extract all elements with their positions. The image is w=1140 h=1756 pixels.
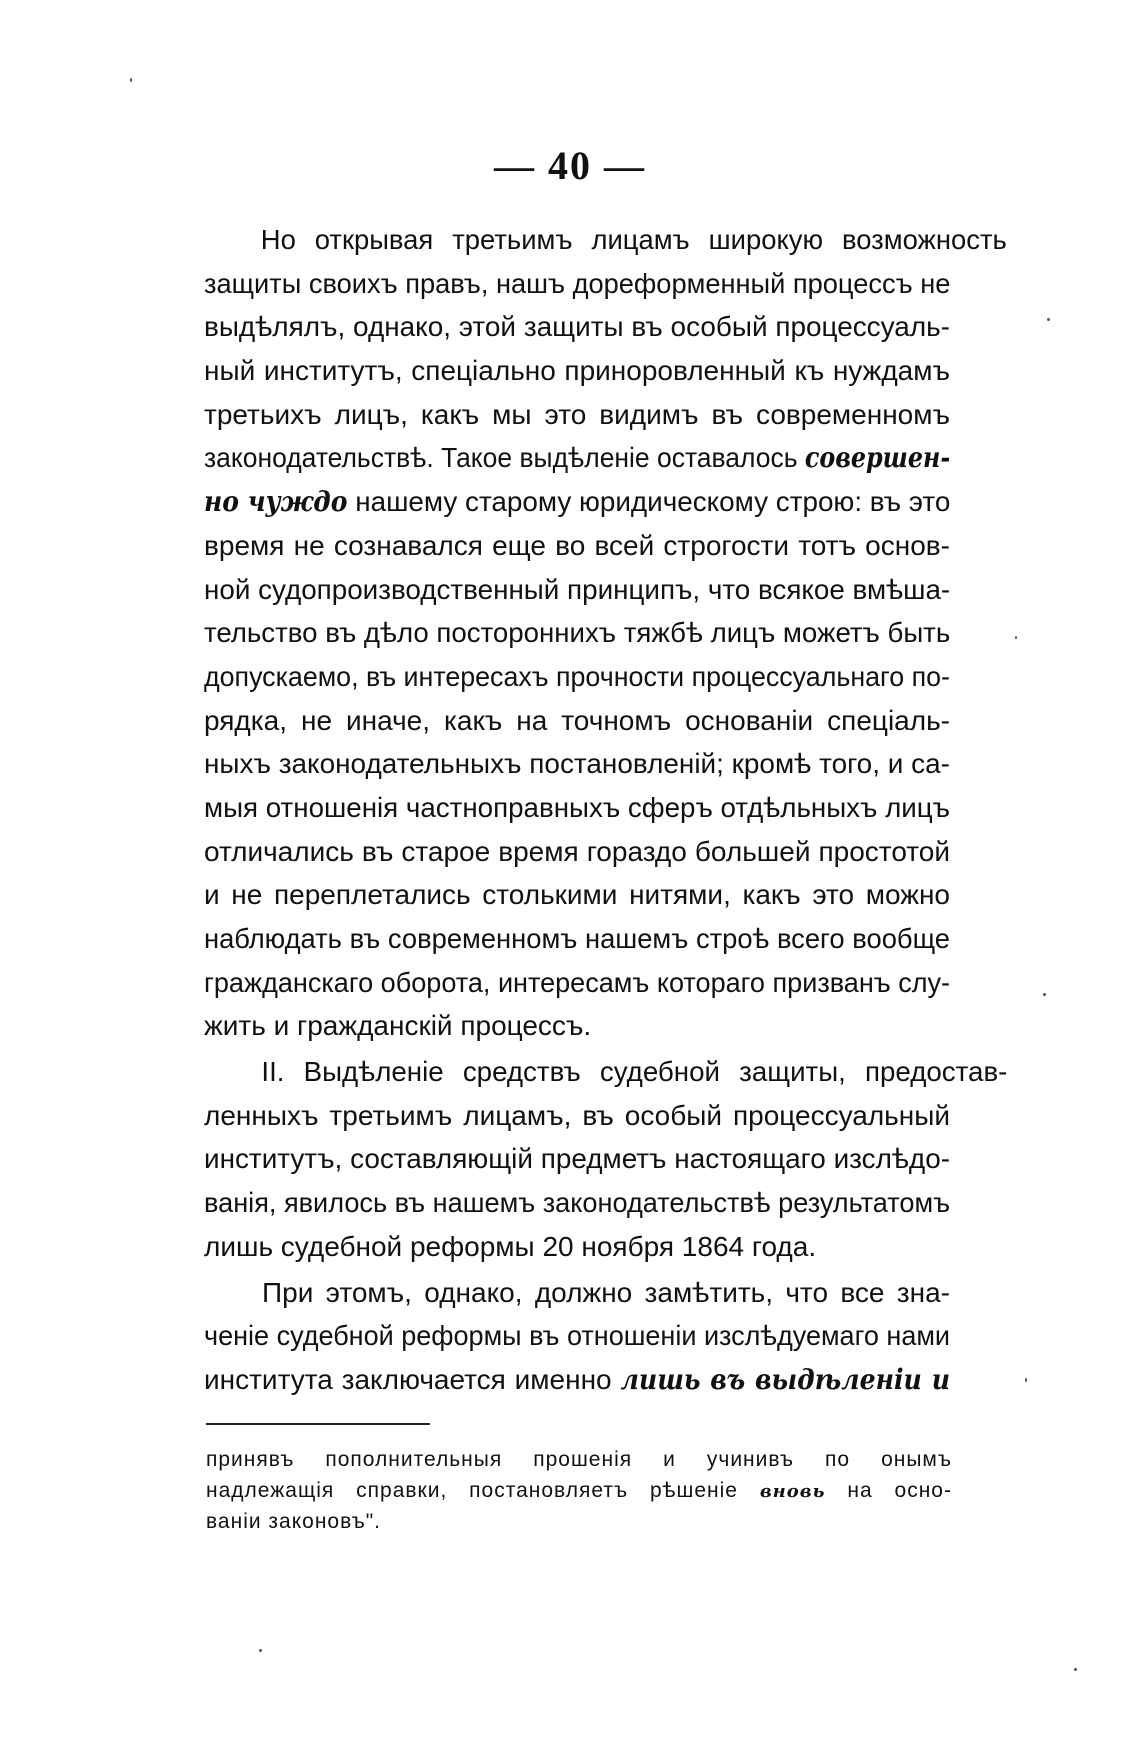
text-segment: института заключается именно (204, 1363, 621, 1395)
emphasized-text: лишь въ выдѣленіи и (620, 1362, 950, 1396)
text-line: ванія, явилось въ нашемъ законодательствѣ результатомъ (204, 1187, 950, 1219)
text-line: допускаемо, въ интересахъ прочности процессуальнаго по- (204, 660, 950, 692)
footnote-line: ваніи законовъ". (206, 1510, 381, 1533)
emphasized-text: но чуждо (204, 485, 348, 519)
text-line: ченіе судебной реформы въ отношеніи изслѣдуемаго нами (204, 1320, 951, 1352)
scan-speck (1047, 318, 1050, 321)
text-line: ной судопроизводственный принципъ, что всякое вмѣша- (204, 573, 950, 605)
text-line: наблюдать въ современномъ нашемъ строѣ всего вообще (204, 923, 950, 954)
paragraph-1 (204, 218, 1007, 1048)
text-line: третьихъ лицъ, какъ мы это видимъ въ современномъ (204, 398, 950, 430)
emphasized-text: вновь (759, 1481, 826, 1502)
text-segment: надлежащія справки, постановляетъ рѣшеніе (206, 1479, 760, 1502)
text-line: жить и гражданскій процессъ. (204, 1010, 592, 1042)
scan-speck (1074, 1668, 1077, 1671)
footnote-line: принявъ пополнительныя прошенія и учинивъ по онымъ (206, 1448, 952, 1471)
text-line: Но открывая третьимъ лицамъ широкую возможность (260, 224, 1007, 255)
text-line: ный институтъ, спеціально приноровленный къ нуждамъ (204, 355, 950, 387)
scan-speck (1043, 993, 1046, 996)
footnote (206, 1444, 952, 1537)
text-segment: нашему старому юридическому строю: въ это (347, 486, 951, 518)
text-line: рядка, не иначе, какъ на точномъ основаніи спеціаль- (204, 704, 950, 736)
text-line: II. Выдѣленіе средствъ судебной защиты, предостав- (261, 1056, 1008, 1088)
emphasized-text: совершен- (804, 441, 950, 475)
main-text (204, 218, 1008, 1402)
text-line: лишь судебной реформы 20 ноября 1864 года. (204, 1230, 817, 1262)
text-line: защиты своихъ правъ, нашъ дореформенный процессъ не (204, 267, 950, 299)
text-line: отличались въ старое время гораздо большей простотой (204, 835, 950, 867)
scan-speck (259, 1649, 262, 1652)
text-line: институтъ, составляющій предметъ настоящаго изслѣдо- (204, 1143, 951, 1175)
text-segment: на осно- (825, 1479, 952, 1502)
text-line: ленныхъ третьимъ лицамъ, въ особый процессуальный (204, 1099, 950, 1131)
scan-speck (1015, 636, 1017, 639)
paragraph-3 (204, 1271, 950, 1402)
text-line: тельство въ дѣло постороннихъ тяжбѣ лицъ можетъ быть (204, 617, 951, 649)
scan-speck (1025, 1378, 1027, 1382)
text-segment: законодательствѣ. Такое выдѣленіе оставалось (204, 442, 805, 474)
footnote-line (206, 1475, 952, 1506)
text-line (204, 436, 950, 480)
page-number: — 40 — (494, 143, 646, 188)
text-line: выдѣлялъ, однако, этой защиты въ особый процессуаль- (204, 311, 950, 343)
text-line: время не сознавался еще во всей строгости тотъ основ- (204, 529, 950, 561)
text-line: и не переплетались столькими нитями, какъ это можно (204, 879, 950, 911)
scan-speck (130, 78, 132, 82)
text-line: ныхъ законодательныхъ постановленій; кромѣ того, и са- (204, 748, 950, 780)
paragraph-2 (204, 1050, 1008, 1268)
text-line: мыя отношенія частноправныхъ сферъ отдѣльныхъ лицъ (204, 791, 950, 823)
text-line: При этомъ, однако, должно замѣтить, что все зна- (262, 1276, 950, 1308)
text-line: гражданскаго оборота, интересамъ котораго призванъ слу- (204, 966, 950, 998)
footnote-divider (206, 1423, 430, 1425)
text-line (204, 1358, 950, 1402)
text-line (204, 480, 950, 524)
